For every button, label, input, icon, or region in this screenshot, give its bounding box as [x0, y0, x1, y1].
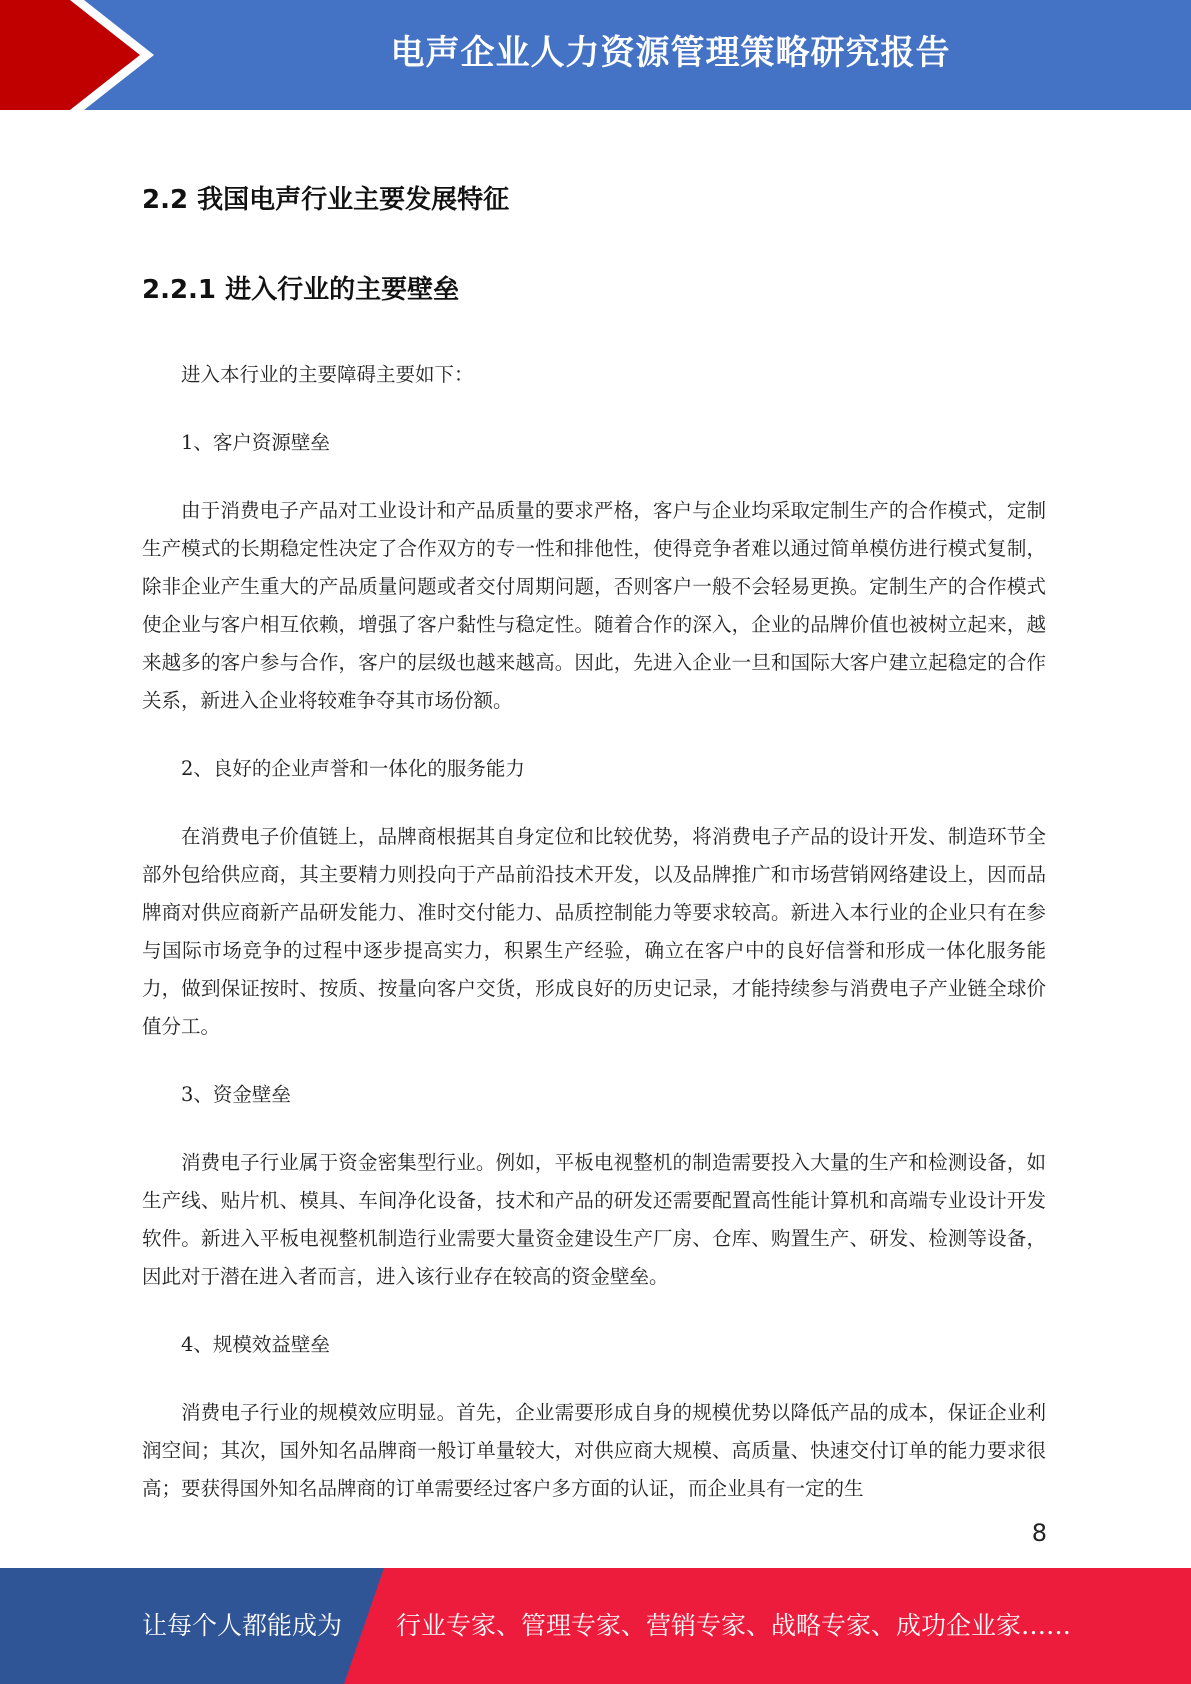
report-title: 电声企业人力资源管理策略研究报告 [390, 33, 951, 73]
intro-paragraph: 进入本行业的主要障碍主要如下： [181, 363, 474, 386]
document-body [142, 160, 1046, 1508]
item-heading-scale: 4、规模效益壁垒 [181, 1333, 330, 1356]
item-heading-reputation: 2、良好的企业声誉和一体化的服务能力 [181, 757, 525, 780]
page-header [0, 0, 1191, 110]
page-number: 8 [1031, 1519, 1047, 1547]
subsection-heading: 2.2.1 进入行业的主要壁垒 [142, 275, 460, 305]
body-paragraph: 在消费电子价值链上，品牌商根据其自身定位和比较优势，将消费电子产品的设计开发、制造环节全部外包给供应商，其主要精力则投向于产品前沿技术开发，以及品牌推广和市场营销网络建设上，因而品牌商对供应商新产品研发能力、准时交付能力、品质控制能力等要求较高。新进入本行业的企业只有在参与国际市场竞争的过程中逐步提高实力，积累生产经验，确立在客户中的良好信誉和形成一体化服务能力，做到保证按时、按质、按量向客户交货，形成良好的历史记录，才能持续参与消费电子产业链全球价值分工。 [142, 825, 1046, 1038]
page-footer [0, 1568, 1191, 1684]
body-paragraph: 消费电子行业属于资金密集型行业。例如，平板电视整机的制造需要投入大量的生产和检测设备，如生产线、贴片机、模具、车间净化设备，技术和产品的研发还需要配置高性能计算机和高端专业设计开发软件。新进入平板电视整机制造行业需要大量资金建设生产厂房、仓库、购置生产、研发、检测等设备，因此对于潜在进入者而言，进入该行业存在较高的资金壁垒。 [142, 1151, 1046, 1288]
body-paragraph: 由于消费电子产品对工业设计和产品质量的要求严格，客户与企业均采取定制生产的合作模式，定制生产模式的长期稳定性决定了合作双方的专一性和排他性，使得竞争者难以通过简单模仿进行模式复制，除非企业产生重大的产品质量问题或者交付周期问题，否则客户一般不会轻易更换。定制生产的合作模式使企业与客户相互依赖，增强了客户黏性与稳定性。随着合作的深入，企业的品牌价值也被树立起来，越来越多的客户参与合作，客户的层级也越来越高。因此，先进入企业一旦和国际大客户建立起稳定的合作关系，新进入企业将较难争夺其市场份额。 [142, 499, 1046, 712]
item-heading-capital: 3、资金壁垒 [181, 1083, 291, 1106]
item-heading-customer-resources: 1、客户资源壁垒 [181, 431, 330, 454]
footer-slogan-left: 让每个人都能成为 [142, 1611, 343, 1640]
body-paragraph: 消费电子行业的规模效应明显。首先，企业需要形成自身的规模优势以降低产品的成本，保证企业利润空间；其次，国外知名品牌商一般订单量较大，对供应商大规模、高质量、快速交付订单的能力要求很高；要获得国外知名品牌商的订单需要经过客户多方面的认证，而企业具有一定的生 [142, 1401, 1046, 1500]
header-arrow-decoration [0, 0, 160, 110]
section-heading: 2.2 我国电声行业主要发展特征 [142, 185, 510, 215]
footer-slogan-right: 行业专家、管理专家、营销专家、战略专家、成功企业家…… [396, 1611, 1072, 1640]
